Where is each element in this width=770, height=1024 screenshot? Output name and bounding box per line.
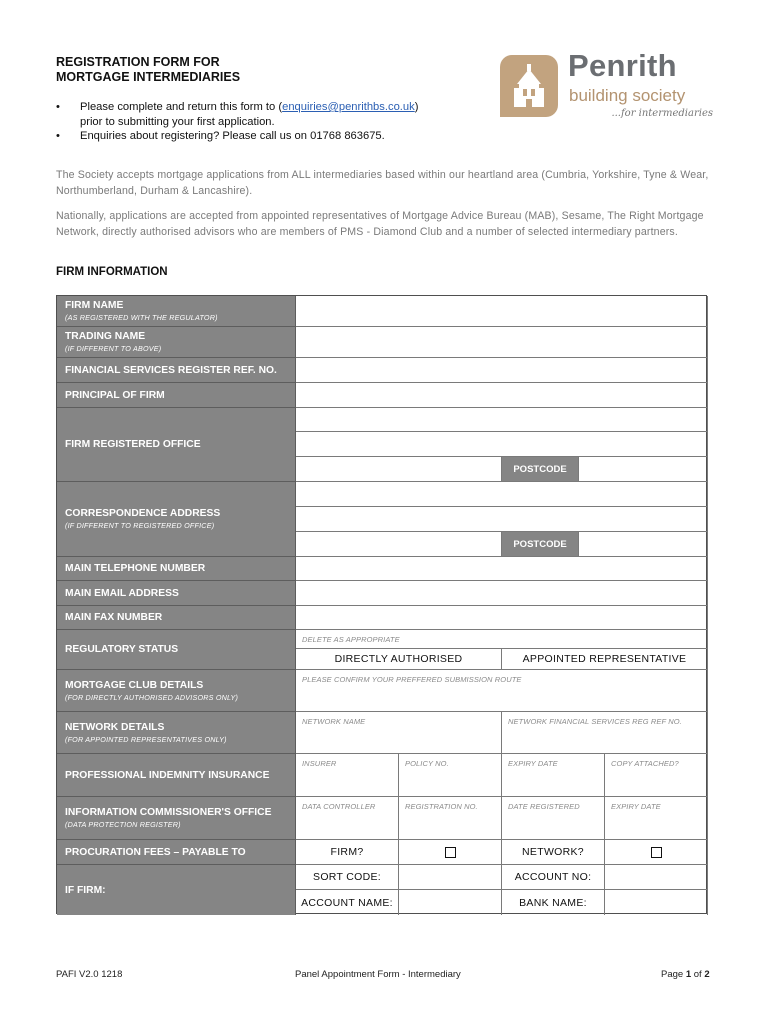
logo-name: Penrith xyxy=(568,48,677,83)
label-principal: PRINCIPAL OF FIRM xyxy=(57,383,296,408)
correspondence-line2-field[interactable] xyxy=(296,507,708,532)
penrith-logo xyxy=(500,48,716,124)
bank-name-field[interactable] xyxy=(605,890,708,915)
label-ico: INFORMATION COMMISSIONER'S OFFICE (DATA PROTECTION REGISTER) xyxy=(57,797,296,840)
account-name-field[interactable] xyxy=(399,890,502,915)
firm-checkbox[interactable] xyxy=(445,847,456,858)
correspondence-line3-field[interactable] xyxy=(296,532,502,557)
data-controller-field[interactable]: DATA CONTROLLER xyxy=(296,797,399,840)
insurer-field[interactable]: INSURER xyxy=(296,754,399,797)
enquiries-email-link[interactable]: enquiries@penrithbs.co.uk xyxy=(282,101,415,113)
network-checkbox[interactable] xyxy=(651,847,662,858)
principal-field[interactable] xyxy=(296,383,708,408)
label-professional-indemnity: PROFESSIONAL INDEMNITY INSURANCE xyxy=(57,754,296,797)
footer-form-code: PAFI V2.0 1218 xyxy=(56,969,123,980)
footer-page-number: Page 1 of 2 xyxy=(661,969,710,980)
registered-office-line1-field[interactable] xyxy=(296,408,708,432)
label-main-telephone: MAIN TELEPHONE NUMBER xyxy=(57,557,296,581)
mortgage-club-field[interactable]: PLEASE CONFIRM YOUR PREFFERED SUBMISSION ROUTE xyxy=(296,670,708,712)
sort-code-field[interactable] xyxy=(399,865,502,890)
network-fs-ref-field[interactable]: NETWORK FINANCIAL SERVICES REG REF NO. xyxy=(502,712,708,754)
section-title-firm-information: FIRM INFORMATION xyxy=(56,266,168,278)
instruction-item-phone: • Enquiries about registering? Please call us on 01768 863675. xyxy=(56,129,418,144)
registered-office-line2-field[interactable] xyxy=(296,432,708,457)
trading-name-field[interactable] xyxy=(296,327,708,358)
network-question: NETWORK? xyxy=(502,840,605,865)
label-regulatory-status: REGULATORY STATUS xyxy=(57,630,296,670)
label-procuration-fees: PROCURATION FEES – PAYABLE TO xyxy=(57,840,296,865)
form-title-line1: REGISTRATION FORM FOR xyxy=(56,55,220,69)
firm-question: FIRM? xyxy=(296,840,399,865)
label-sort-code: SORT CODE: xyxy=(296,865,399,890)
regulatory-status-hint: DELETE AS APPROPRIATE xyxy=(296,630,708,649)
correspondence-postcode-field[interactable] xyxy=(579,532,708,557)
label-if-firm: IF FIRM: xyxy=(57,865,296,915)
label-firm-name: FIRM NAME (AS REGISTERED WITH THE REGULATOR) xyxy=(57,296,296,327)
logo-tagline: ...for intermediaries xyxy=(611,108,713,119)
firm-name-field[interactable] xyxy=(296,296,708,327)
registered-office-line3-field[interactable] xyxy=(296,457,502,482)
firm-checkbox-cell[interactable] xyxy=(399,840,502,865)
building-society-emblem-icon xyxy=(500,55,558,117)
label-correspondence-postcode: POSTCODE xyxy=(502,532,579,557)
copy-attached-field[interactable]: COPY ATTACHED? xyxy=(605,754,708,797)
footer-form-name: Panel Appointment Form - Intermediary xyxy=(295,969,461,980)
appointed-representative-option[interactable]: APPOINTED REPRESENTATIVE xyxy=(502,649,708,670)
registration-no-field[interactable]: REGISTRATION NO. xyxy=(399,797,502,840)
main-email-field[interactable] xyxy=(296,581,708,606)
network-checkbox-cell[interactable] xyxy=(605,840,708,865)
label-account-name: ACCOUNT NAME: xyxy=(296,890,399,915)
account-no-field[interactable] xyxy=(605,865,708,890)
label-fs-register: FINANCIAL SERVICES REGISTER REF. NO. xyxy=(57,358,296,383)
correspondence-line1-field[interactable] xyxy=(296,482,708,507)
form-title-line2: MORTGAGE INTERMEDIARIES xyxy=(56,70,241,84)
label-main-fax: MAIN FAX NUMBER xyxy=(57,606,296,630)
ico-expiry-date-field[interactable]: EXPIRY DATE xyxy=(605,797,708,840)
label-mortgage-club: MORTGAGE CLUB DETAILS (FOR DIRECTLY AUTHORISED ADVISORS ONLY) xyxy=(57,670,296,712)
label-account-no: ACCOUNT NO: xyxy=(502,865,605,890)
fs-register-field[interactable] xyxy=(296,358,708,383)
main-fax-field[interactable] xyxy=(296,606,708,630)
main-telephone-field[interactable] xyxy=(296,557,708,581)
instruction-item-return: • Please complete and return this form to (enquiries@penrithbs.co.uk) prior to submitting your first application. xyxy=(56,100,418,129)
form-title xyxy=(56,55,240,85)
label-registered-office: FIRM REGISTERED OFFICE xyxy=(57,408,296,482)
label-correspondence-address: CORRESPONDENCE ADDRESS (IF DIFFERENT TO REGISTERED OFFICE) xyxy=(57,482,296,557)
logo-subtitle: building society xyxy=(569,86,686,105)
instruction-list xyxy=(56,100,418,144)
intro-paragraph-heartland: The Society accepts mortgage applications from ALL intermediaries based within our heartland area (Cumbria, Yorkshire, Tyne & Wear, Northumberland, Durham & Lancashire). xyxy=(56,169,709,197)
label-trading-name: TRADING NAME (IF DIFFERENT TO ABOVE) xyxy=(57,327,296,358)
date-registered-field[interactable]: DATE REGISTERED xyxy=(502,797,605,840)
registered-postcode-field[interactable] xyxy=(579,457,708,482)
label-bank-name: BANK NAME: xyxy=(502,890,605,915)
pii-expiry-date-field[interactable]: EXPIRY DATE xyxy=(502,754,605,797)
label-registered-postcode: POSTCODE xyxy=(502,457,579,482)
label-main-email: MAIN EMAIL ADDRESS xyxy=(57,581,296,606)
policy-no-field[interactable]: POLICY NO. xyxy=(399,754,502,797)
network-name-field[interactable]: NETWORK NAME xyxy=(296,712,502,754)
label-network-details: NETWORK DETAILS (FOR APPOINTED REPRESENTATIVES ONLY) xyxy=(57,712,296,754)
firm-information-table xyxy=(56,295,707,914)
directly-authorised-option[interactable]: DIRECTLY AUTHORISED xyxy=(296,649,502,670)
intro-paragraph-national: Nationally, applications are accepted from appointed representatives of Mortgage Advice Bureau (MAB), Sesame, The Right Mortgage Network, directly authorised advisors who are members of PMS - Diamond Club and a number of selected intermediary partners. xyxy=(56,210,704,238)
